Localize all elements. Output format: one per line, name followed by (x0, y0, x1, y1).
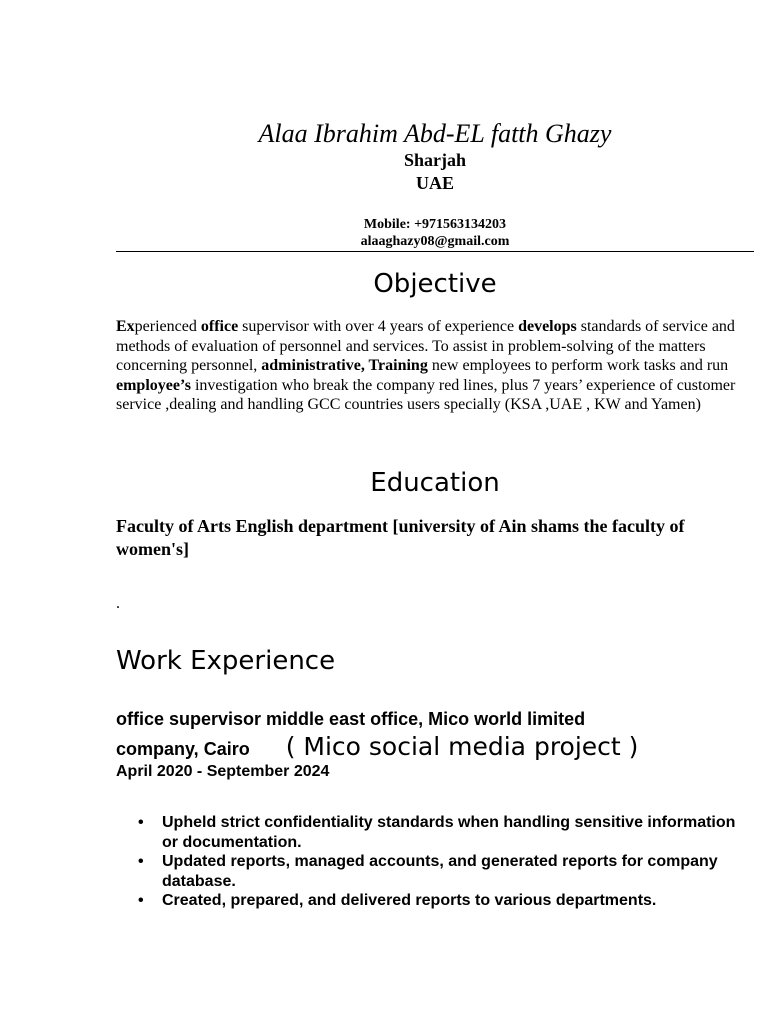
objective-keyword: Ex (116, 318, 135, 335)
country: UAE (415, 173, 454, 193)
job-duty: • Upheld strict confidentiality standards when handling sensitive information or documentation. (162, 813, 746, 852)
paragraph-marker: . (116, 595, 120, 612)
objective-text: perienced (134, 318, 201, 335)
education-degree: Faculty of Arts English department [university of Ain shams the faculty of women's] (116, 516, 685, 559)
email-address: alaaghazy08@gmail.com (360, 234, 510, 249)
objective-paragraph (116, 317, 746, 415)
objective-keyword: employee’s (116, 376, 191, 394)
job-duties-list (116, 813, 746, 911)
objective-keyword: office (200, 318, 239, 335)
objective-text: standards of service and methods of evaluation of personnel and services. To assist in problem-solving of the matters concerning personnel, (116, 318, 735, 374)
objective-keyword: develops (518, 318, 577, 335)
job-title-line-1: office supervisor middle east office, Mico world limited (116, 709, 586, 729)
objective-text: supervisor with over 4 years of experience (238, 318, 519, 335)
objective-keyword: administrative, Training (261, 357, 428, 374)
work-experience-heading: Work Experience (116, 646, 336, 676)
job-company: company, Cairo (116, 739, 250, 759)
job-duty: • Created, prepared, and delivered reports to various departments. (162, 891, 746, 911)
job-project: ( Mico social media project ) (285, 732, 639, 761)
objective-heading: Objective (373, 269, 497, 299)
objective-text: new employees to perform work tasks and run (427, 357, 729, 374)
education-heading: Education (370, 468, 500, 498)
job-dates: April 2020 - September 2024 (116, 763, 330, 780)
objective-text: investigation who break the company red lines, plus 7 years’ experience of customer service ,dealing and handling GCC countries users specially (KSA ,UAE , KW and Yamen) (116, 376, 736, 413)
city: Sharjah (403, 150, 466, 170)
job-duty: • Updated reports, managed accounts, and generated reports for company database. (162, 852, 746, 891)
header-divider (116, 251, 754, 252)
mobile-number: Mobile: +971563134203 (363, 217, 507, 232)
candidate-name: Alaa Ibrahim Abd-EL fatth Ghazy (258, 119, 612, 148)
